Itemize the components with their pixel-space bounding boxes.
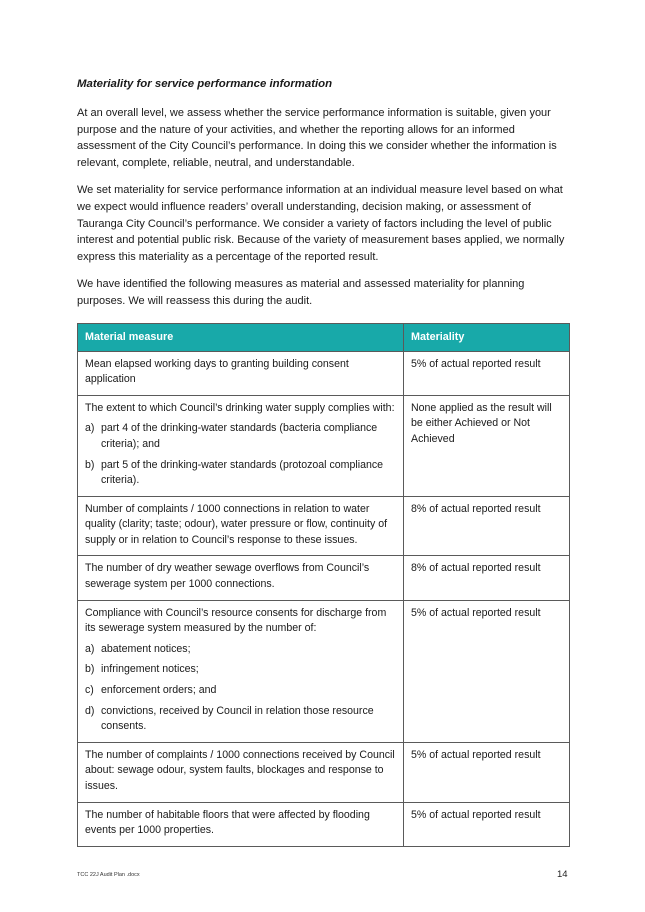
materiality-cell: 5% of actual reported result xyxy=(404,351,570,395)
table-header-row xyxy=(78,323,570,351)
materiality-cell: 5% of actual reported result xyxy=(404,802,570,846)
list-item-text: part 5 of the drinking-water standards (protozoal compliance criteria). xyxy=(101,458,384,487)
measure-cell: Number of complaints / 1000 connections in relation to water quality (clarity; taste; odour), water pressure or flow, continuity of supply or in relation to Council’s response to these issues. xyxy=(78,496,404,556)
materiality-cell: 8% of actual reported result xyxy=(404,496,570,556)
materiality-cell: 5% of actual reported result xyxy=(404,742,570,802)
table-row xyxy=(78,802,570,846)
measure-cell xyxy=(78,600,404,742)
measure-text: Compliance with Council’s resource consents for discharge from its sewerage system measured by the number of: xyxy=(85,606,387,635)
list-item xyxy=(85,421,396,452)
measure-cell: The number of dry weather sewage overflows from Council’s sewerage system per 1000 connections. xyxy=(78,556,404,600)
measure-list xyxy=(85,642,396,735)
list-item xyxy=(85,683,396,699)
table-row xyxy=(78,742,570,802)
table-row xyxy=(78,600,570,742)
footer-document-name: TCC 22J Audit Plan .docx xyxy=(77,872,140,878)
paragraph-overall-level: At an overall level, we assess whether the service performance information is suitable, given your purpose and the nature of your activities, and whether the reporting allows for an informed assessment of the City Council’s performance. In doing this we consider whether the information is relevant, complete, reliable, neutral, and understandable. xyxy=(77,107,557,169)
list-marker: a) xyxy=(85,642,95,655)
list-item xyxy=(85,704,396,735)
list-marker: c) xyxy=(85,684,94,697)
materiality-cell: 5% of actual reported result xyxy=(404,600,570,742)
measure-cell xyxy=(78,395,404,496)
list-marker: a) xyxy=(85,422,95,435)
list-marker: d) xyxy=(85,704,95,717)
list-item xyxy=(85,458,396,489)
measure-cell: The number of habitable floors that were affected by flooding events per 1000 properties. xyxy=(78,802,404,846)
list-item-text: convictions, received by Council in relation those resource consents. xyxy=(101,704,374,733)
measure-text: The extent to which Council’s drinking water supply complies with: xyxy=(85,401,395,414)
materiality-cell: 8% of actual reported result xyxy=(404,556,570,600)
list-item xyxy=(85,642,396,658)
header-materiality: Materiality xyxy=(404,323,570,351)
list-item-text: enforcement orders; and xyxy=(101,684,217,697)
list-marker: b) xyxy=(85,458,95,471)
list-item-text: infringement notices; xyxy=(101,663,199,676)
measure-cell: The number of complaints / 1000 connections received by Council about: sewage odour, system faults, blockages and response to issues. xyxy=(78,742,404,802)
footer-page-number: 14 xyxy=(557,869,568,880)
measure-cell: Mean elapsed working days to granting building consent application xyxy=(78,351,404,395)
table-row xyxy=(78,556,570,600)
list-item xyxy=(85,662,396,678)
table-row xyxy=(78,496,570,556)
materiality-table xyxy=(77,323,570,847)
measure-list xyxy=(85,421,396,488)
materiality-cell: None applied as the result will be either Achieved or Not Achieved xyxy=(404,395,570,496)
page-content xyxy=(77,76,569,847)
list-item-text: abatement notices; xyxy=(101,642,191,655)
paragraph-materiality-level: We set materiality for service performance information at an individual measure level based on what we expect would influence readers’ overall understanding, decision making, or assessment of Tauranga City Council’s performance. We consider a variety of factors including the level of public interest and potential public risk. Because of the variety of measurement bases applied, we normally express this materiality as a percentage of the reported result. xyxy=(77,184,565,263)
list-item-text: part 4 of the drinking-water standards (bacteria compliance criteria); and xyxy=(101,422,378,450)
list-marker: b) xyxy=(85,663,95,676)
table-row xyxy=(78,395,570,496)
section-heading: Materiality for service performance information xyxy=(77,78,333,90)
paragraph-identified-measures: We have identified the following measures as material and assessed materiality for planning purposes. We will reassess this during the audit. xyxy=(77,278,525,307)
table-row xyxy=(78,351,570,395)
header-material-measure: Material measure xyxy=(78,323,404,351)
